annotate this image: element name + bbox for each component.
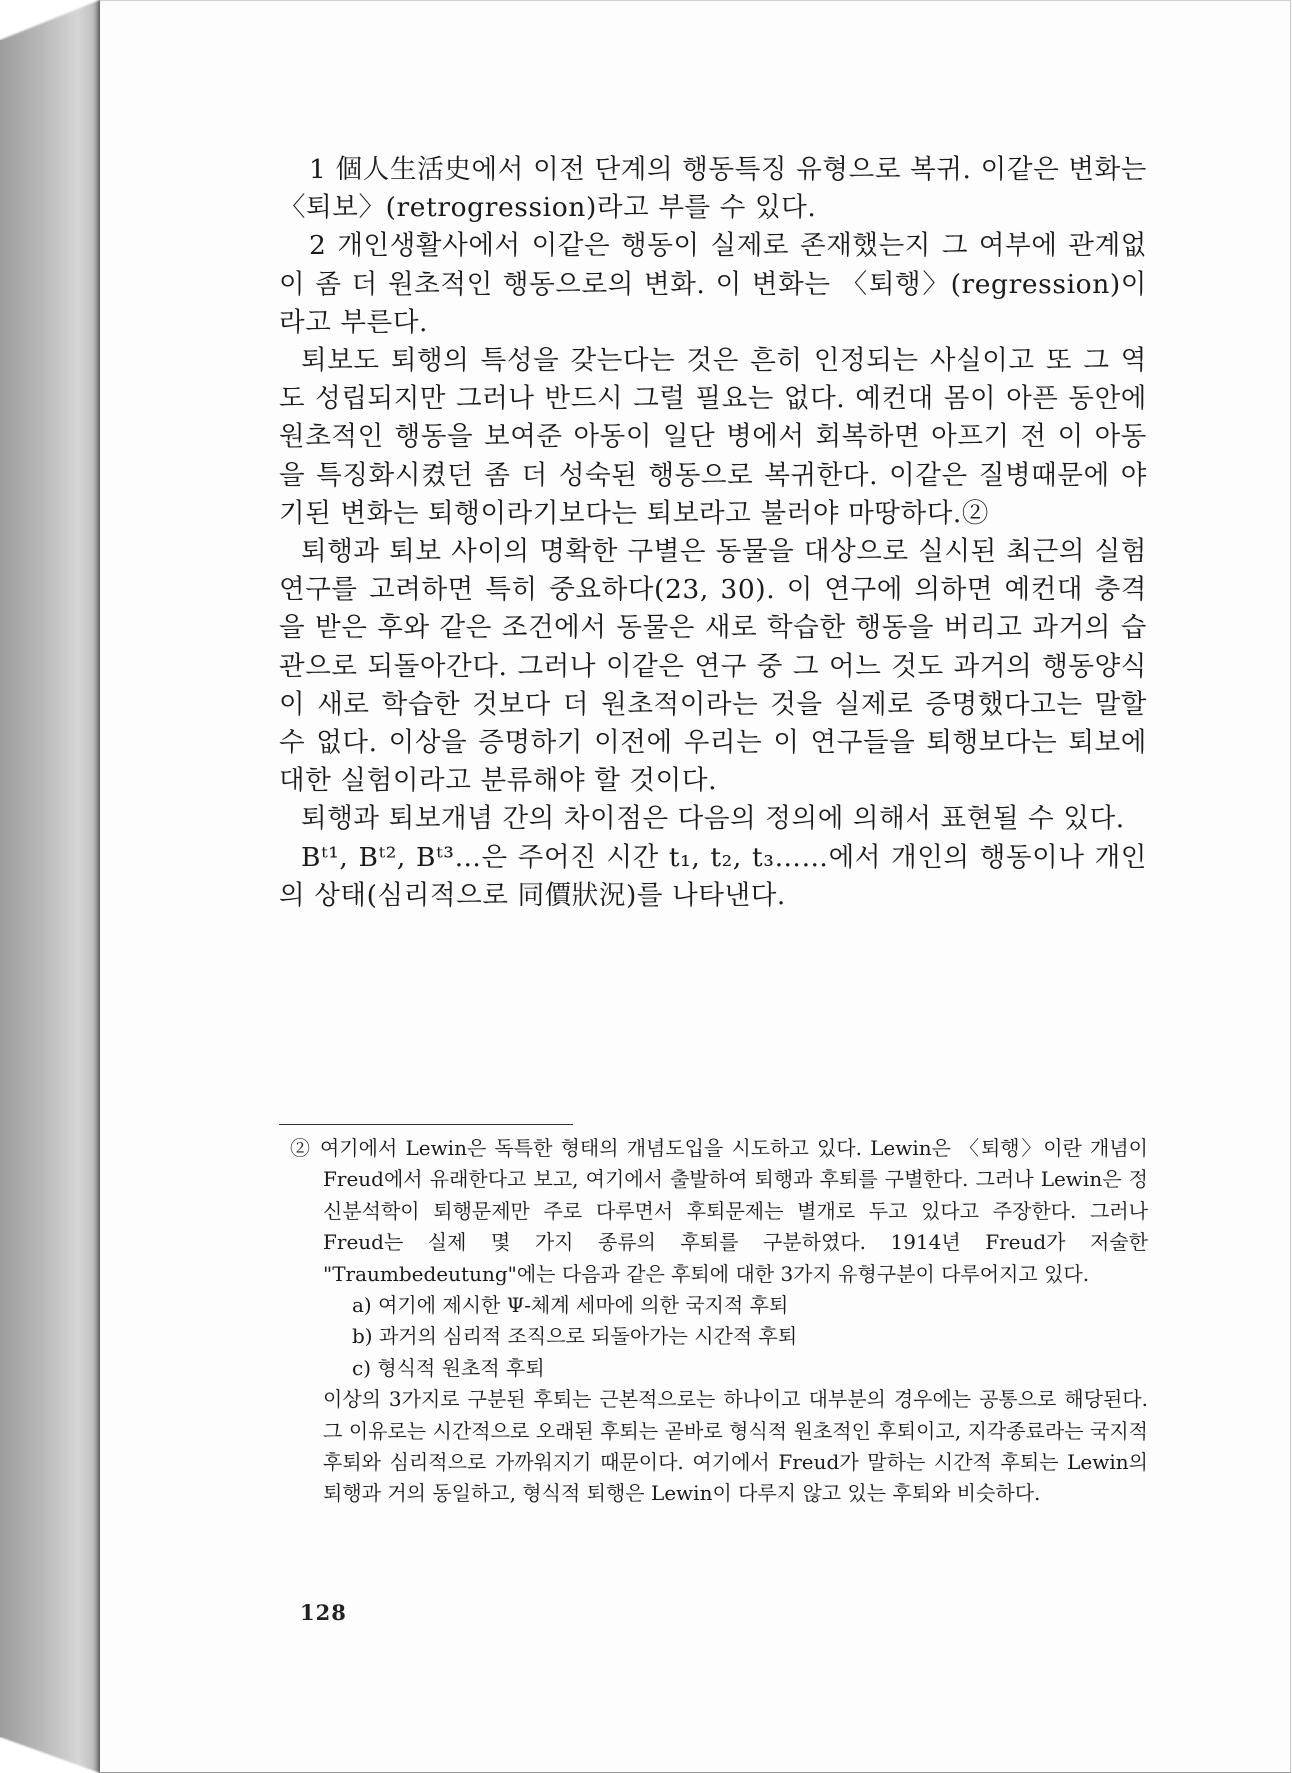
paragraph-item-1: 1 個人生活史에서 이전 단계의 행동특징 유형으로 복귀. 이같은 변화는 〈퇴보〉(retrogression)라고 부를 수 있다.: [279, 154, 1147, 224]
paragraph-retrogression-vs-regression: 퇴보도 퇴행의 특성을 갖는다는 것은 흔히 인정되는 사실이고 또 그 역도 성립되지만 그러나 반드시 그럴 필요는 없다. 예컨대 몸이 아픈 동안에 원초적인 행동을 보여준 아동이 일단 병에서 회복하면 아프기 전 이 아동을 특징화시켰던 좀 더 성숙된 행동으로 복귀한다. 이같은 질병때문에 야기된 변화는 퇴행이라기보다는 퇴보라고 불러야 마땅하다.②: [279, 345, 1147, 529]
page-number: 128: [300, 1600, 347, 1625]
footnote-list-item-b: b) 과거의 심리적 조직으로 되돌아가는 시간적 후퇴: [352, 1324, 798, 1349]
main-text: [279, 151, 1147, 915]
footnote-divider: [279, 1124, 573, 1125]
paragraph-definition-intro: 퇴행과 퇴보개념 간의 차이점은 다음의 정의에 의해서 표현될 수 있다.: [301, 803, 1125, 835]
footnote-block: [290, 1133, 1148, 1510]
book-spine-edge: [0, 0, 100, 1773]
paragraph-definition-behavior: Bᵗ¹, Bᵗ², Bᵗ³…은 주어진 시간 t₁, t₂, t₃……에서 개인의 행동이나 개인의 상태(심리적으로 同價狀況)를 나타낸다.: [279, 841, 1147, 911]
footnote-conclusion: 이상의 3가지로 구분된 후퇴는 근본적으로는 하나이고 대부분의 경우에는 공통으로 해당된다. 그 이유로는 시간적으로 오래된 후퇴는 곧바로 형식적 원초적인 후퇴이고, 지각종료라는 국지적 후퇴와 심리적으로 가까워지기 때문이다. 여기에서 Freud가 말하는 시간적 후퇴는 Lewin의 퇴행과 거의 동일하고, 형식적 퇴행은 Lewin이 다루지 않고 있는 후퇴와 비슷하다.: [323, 1387, 1148, 1506]
footnote-list-item-c: c) 형식적 원초적 후퇴: [352, 1355, 545, 1380]
footnote-list: [290, 1290, 1148, 1384]
footnote-list-item-a: a) 여기에 제시한 Ψ-체계 세마에 의한 국지적 후퇴: [352, 1293, 789, 1318]
paragraph-animal-research: 퇴행과 퇴보 사이의 명확한 구별은 동물을 대상으로 실시된 최근의 실험연구를 고려하면 특히 중요하다(23, 30). 이 연구에 의하면 예컨대 충격을 받은 후와 같은 조건에서 동물은 새로 학습한 행동을 버리고 과거의 습관으로 되돌아간다. 그러나 이같은 연구 중 그 어느 것도 과거의 행동양식이 새로 학습한 것보다 더 원초적이라는 것을 실제로 증명했다고는 말할 수 없다. 이상을 증명하기 이전에 우리는 이 연구들을 퇴행보다는 퇴보에 대한 실험이라고 분류해야 할 것이다.: [279, 536, 1147, 797]
footnote-intro: ② 여기에서 Lewin은 독특한 형태의 개념도입을 시도하고 있다. Lewin은 〈퇴행〉이란 개념이 Freud에서 유래한다고 보고, 여기에서 출발하여 퇴행과 후퇴를 구별한다. 그러나 Lewin은 정신분석학이 퇴행문제만 주로 다루면서 후퇴문제는 별개로 두고 있다고 주장한다. 그러나 Freud는 실제 몇 가지 종류의 후퇴를 구분하였다. 1914년 Freud가 저술한 "Traumbedeutung"에는 다음과 같은 후퇴에 대한 3가지 유형구분이 다루어지고 있다.: [290, 1136, 1148, 1286]
spine-top-corner: [0, 0, 100, 40]
paragraph-item-2: 2 개인생활사에서 이같은 행동이 실제로 존재했는지 그 여부에 관계없이 좀 더 원초적인 행동으로의 변화. 이 변화는 〈퇴행〉(regression)이라고 부른다.: [279, 230, 1147, 338]
spine-bottom-corner: [0, 1737, 100, 1773]
